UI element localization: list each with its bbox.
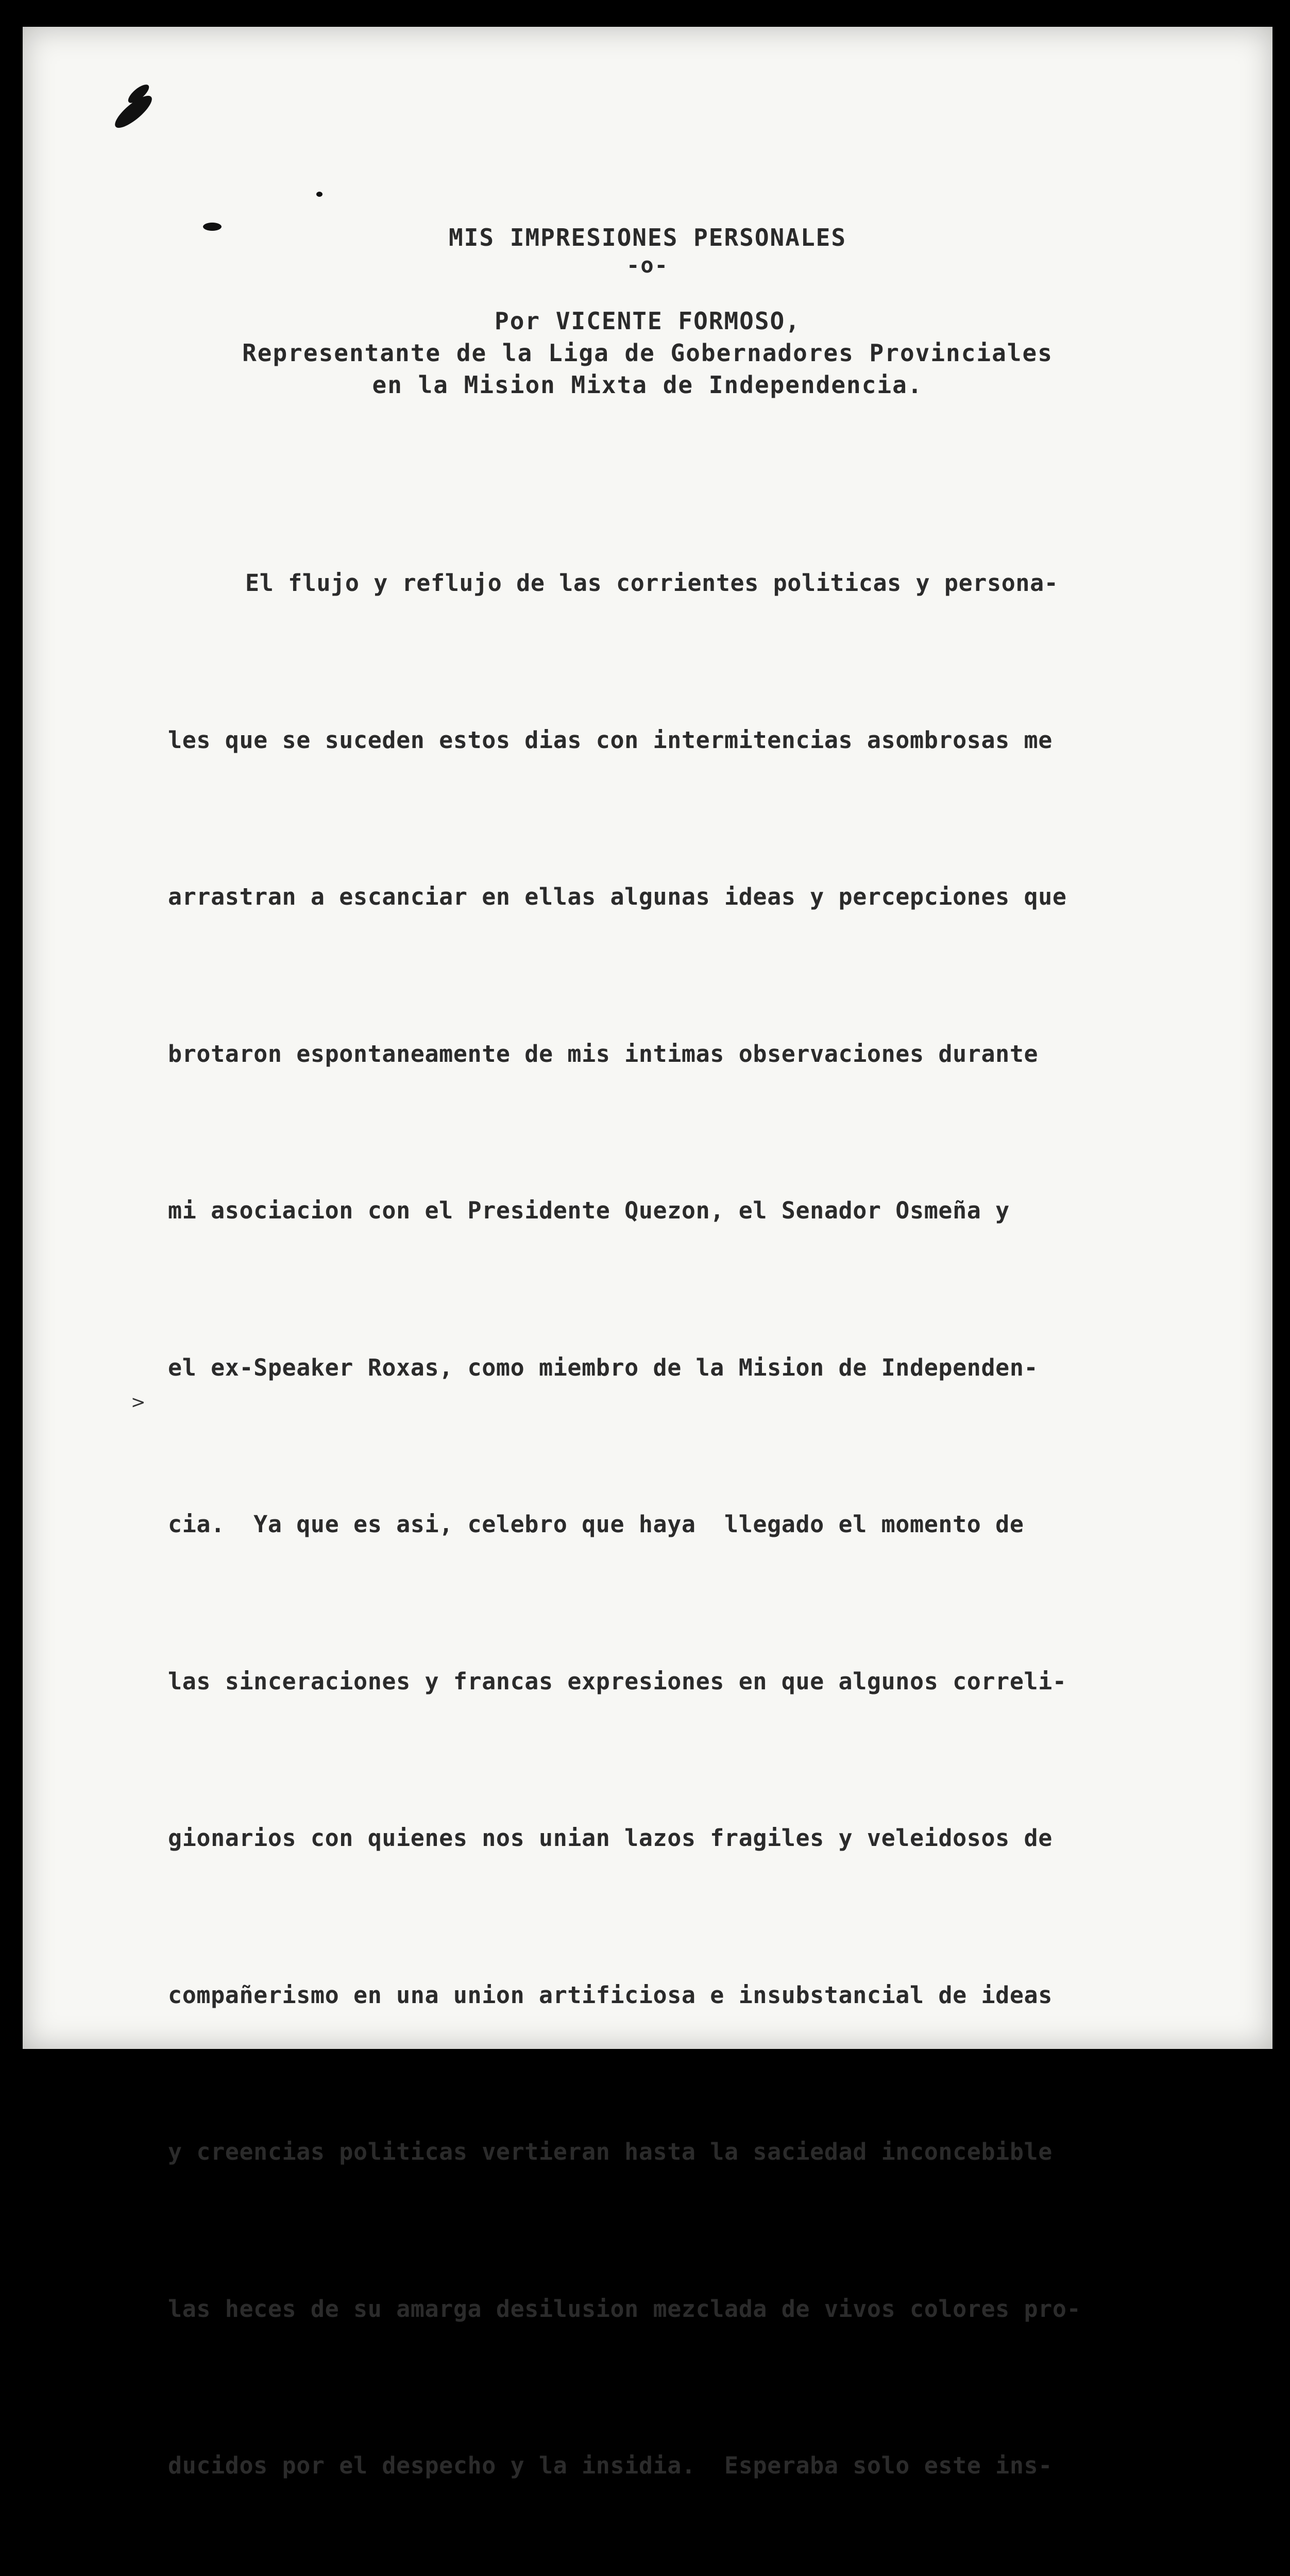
- margin-mark: >: [131, 1392, 146, 1413]
- body-line: les que se suceden estos dias con intermitencias asombrosas me: [168, 726, 1053, 754]
- body-line: arrastran a escanciar en ellas algunas ideas y percepciones que: [168, 883, 1067, 910]
- body-line: brotaron espontaneamente de mis intimas observaciones durante: [168, 1040, 1039, 1067]
- body-line: las sinceraciones y francas expresiones en que algunos correli-: [168, 1667, 1067, 1695]
- byline-line: en la Mision Mixta de Independencia.: [372, 371, 923, 399]
- document-title: MIS IMPRESIONES PERSONALES: [448, 224, 847, 251]
- body-line: las heces de su amarga desilusion mezclada de vivos colores pro-: [168, 2295, 1081, 2323]
- document-page: [23, 27, 1272, 2479]
- byline-line: Representante de la Liga de Gobernadores Provinciales: [242, 339, 1053, 367]
- body-paragraph: [168, 452, 1198, 2576]
- body-line: cia. Ya que es asi, celebro que haya llegado el momento de: [168, 1511, 1024, 1538]
- body-line: El flujo y reflujo de las corrientes politicas y persona-: [245, 569, 1059, 597]
- body-line: mi asociacion con el Presidente Quezon, el Senador Osmeña y: [168, 1197, 1010, 1224]
- ink-dot: [316, 192, 322, 197]
- byline-line: Por VICENTE FORMOSO,: [495, 307, 801, 335]
- body-line: y creencias politicas vertieran hasta la saciedad inconcebible: [168, 2138, 1053, 2165]
- author-byline: [23, 305, 1272, 401]
- body-line: gionarios con quienes nos unian lazos fragiles y veleidosos de: [168, 1824, 1053, 1852]
- title-separator: -o-: [626, 252, 669, 278]
- body-line: el ex-Speaker Roxas, como miembro de la Mision de Independen-: [168, 1353, 1039, 1381]
- body-line: ducidos por el despecho y la insidia. Esperaba solo este ins-: [168, 2452, 1053, 2479]
- body-line: compañerismo en una union artificiosa e insubstancial de ideas: [168, 1981, 1053, 2009]
